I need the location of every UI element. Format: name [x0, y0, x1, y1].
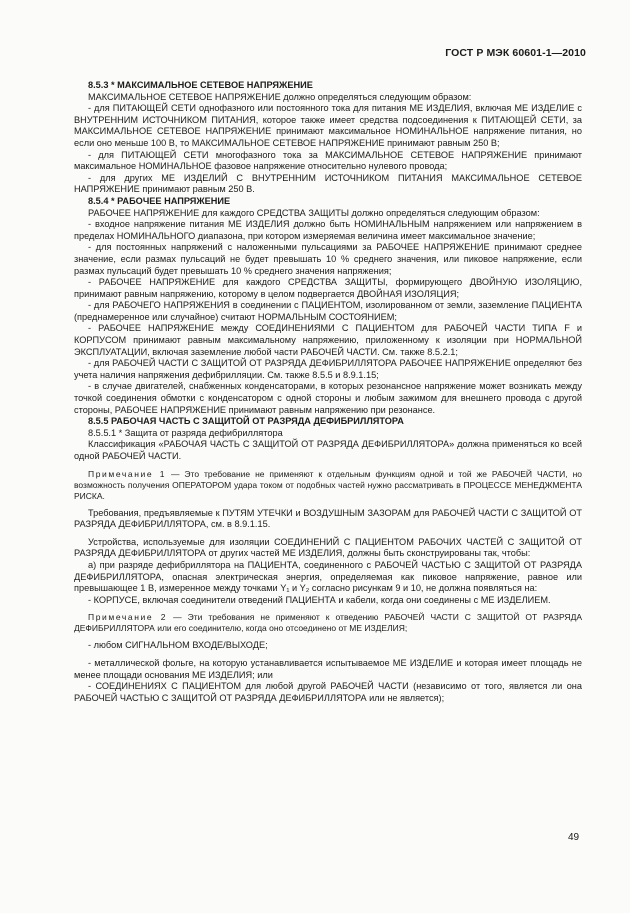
paragraph-text: 8.5.5.1 * Защита от разряда дефибриллятора [88, 427, 283, 438]
paragraph-text: - для РАБОЧЕГО НАПРЯЖЕНИЯ в соединении с ПАЦИЕНТОМ, изолированном от земли, заземление ПАЦИЕНТА (преднамеренное или случайное) считают НОРМАЛЬНЫМ СОСТОЯНИЕМ; [74, 300, 582, 322]
note-label: Примечание 2 [88, 612, 168, 623]
paragraph-text: - металлической фольге, на которую устанавливается испытываемое МЕ ИЗДЕЛИЕ и которая имеет площадь не менее площади основания МЕ ИЗДЕЛИЯ; или [74, 657, 582, 680]
paragraph-text: - КОРПУСЕ, включая соединители отведений ПАЦИЕНТА и кабели, когда они соединены с МЕ ИЗДЕЛИЕМ. [88, 594, 551, 605]
paragraph [74, 219, 582, 242]
paragraph [74, 242, 582, 277]
paragraph-text: а) при разряде дефибриллятора на ПАЦИЕНТА, соединенного с РАБОЧЕЙ ЧАСТЬЮ С ЗАЩИТОЙ ОТ РАЗРЯДА ДЕФИБРИЛЛЯТОРА, опасная электрическая энергия, определяемая как пиковое напряжение, равное или превышающее 1 В, измеренное между точками Y₁ и Y₂ согласно рисункам 9 и 10, не должна появляться на: [74, 559, 582, 594]
paragraph-text: - в случае двигателей, снабженных конденсаторами, в которых резонансное напряжение может возникать между точкой соединения обмотки с конденсатором с одной стороны и любым зажимом для внешнего провода с другой стороны, РАБОЧЕЕ НАПРЯЖЕНИЕ принимают равным напряжению при резонансе. [74, 381, 582, 415]
paragraph [74, 103, 582, 149]
paragraph-text: - любом СИГНАЛЬНОМ ВХОДЕ/ВЫХОДЕ; [88, 640, 268, 651]
paragraph [74, 681, 582, 704]
paragraph-text: 8.5.3 * МАКСИМАЛЬНОЕ СЕТЕВОЕ НАПРЯЖЕНИЕ [88, 80, 313, 90]
document-header: ГОСТ Р МЭК 60601-1—2010 [445, 47, 586, 59]
paragraph-text: 8.5.4 * РАБОЧЕЕ НАПРЯЖЕНИЕ [88, 195, 231, 206]
paragraph [74, 358, 582, 381]
note-paragraph [74, 612, 582, 634]
paragraph-text: - входное напряжение питания МЕ ИЗДЕЛИЯ должно быть НОМИНАЛЬНЫМ напряжением или напряжением в пределах НОМИНАЛЬНОГО диапазона, при котором измеряемая величина имеет максимальное значение; [74, 219, 582, 241]
section-heading [74, 416, 582, 428]
paragraph-text: - для других МЕ ИЗДЕЛИЙ С ВНУТРЕННИМ ИСТОЧНИКОМ ПИТАНИЯ МАКСИМАЛЬНОЕ СЕТЕВОЕ НАПРЯЖЕНИЕ принимают равным 250 В. [74, 172, 582, 195]
paragraph-text: - для ПИТАЮЩЕЙ СЕТИ однофазного или постоянного тока для питания МЕ ИЗДЕЛИЯ, включая МЕ ИЗДЕЛИЕ с ВНУТРЕННИМ ИСТОЧНИКОМ ПИТАНИЯ, которое также имеет средства подсоединения к ПИТАЮЩЕЙ СЕТИ, за МАКСИМАЛЬНОЕ СЕТЕВОЕ НАПРЯЖЕНИЕ принимают максимальное НОМИНАЛЬНОЕ напряжение питания, но если оно меньше 100 В, то МАКСИМАЛЬНОЕ СЕТЕВОЕ НАПРЯЖЕНИЕ принимают равным 250 В; [74, 103, 582, 148]
section-heading [74, 196, 582, 208]
paragraph-text: РАБОЧЕЕ НАПРЯЖЕНИЕ для каждого СРЕДСТВА ЗАЩИТЫ должно определяться следующим образом: [88, 207, 540, 218]
note-paragraph [74, 469, 582, 502]
paragraph-text: — Эти требования не применяют к отведению РАБОЧЕЙ ЧАСТИ С ЗАЩИТОЙ ОТ РАЗРЯДА ДЕФИБРИЛЛЯТОРА или его соединителю, когда оно отсоединено от МЕ ИЗДЕЛИЯ; [74, 612, 582, 634]
paragraph [74, 428, 582, 440]
paragraph-text: - для РАБОЧЕЙ ЧАСТИ С ЗАЩИТОЙ ОТ РАЗРЯДА ДЕФИБРИЛЛЯТОРА РАБОЧЕЕ НАПРЯЖЕНИЕ определяют без учета наличия напряжения дефибрилляции. См. также 8.5.5 и 8.9.1.15; [74, 358, 582, 380]
paragraph [74, 323, 582, 358]
section-heading [74, 80, 582, 92]
paragraph-text: - СОЕДИНЕНИЯХ С ПАЦИЕНТОМ для любой другой РАБОЧЕЙ ЧАСТИ (независимо от того, является ли она РАБОЧЕЙ ЧАСТЬЮ С ЗАЩИТОЙ ОТ РАЗРЯДА ДЕФИБРИЛЛЯТОРА или не является); [74, 681, 582, 703]
page-body [74, 80, 582, 704]
paragraph-text: - для постоянных напряжений с наложенными пульсациями за РАБОЧЕЕ НАПРЯЖЕНИЕ принимают среднее значение, если размах пульсаций не будет превышать 10 % среднего значения, или пиковое напряжение, если размах пульсаций будет превышать 10 % среднего значения напряжения; [74, 242, 582, 276]
paragraph-text: — Это требование не применяют к отдельным функциям одной и той же РАБОЧЕЙ ЧАСТИ, но возможность получения ОПЕРАТОРОМ удара током от подобных частей нужно рассматривать в ПРОЦЕССЕ МЕНЕДЖМЕНТА РИСКА. [74, 468, 582, 501]
page-number: 49 [568, 832, 580, 843]
paragraph [74, 92, 582, 104]
paragraph [74, 560, 582, 595]
paragraph [74, 439, 582, 462]
paragraph-text: - для ПИТАЮЩЕЙ СЕТИ многофазного тока за МАКСИМАЛЬНОЕ СЕТЕВОЕ НАПРЯЖЕНИЕ принимают максимальное НОМИНАЛЬНОЕ фазовое напряжение относительно нулевого провода; [74, 149, 582, 172]
paragraph [74, 208, 582, 220]
note-label: Примечание 1 [88, 468, 167, 479]
paragraph-text: 8.5.5 РАБОЧАЯ ЧАСТЬ С ЗАЩИТОЙ ОТ РАЗРЯДА ДЕФИБРИЛЛЯТОРА [88, 416, 404, 427]
paragraph [74, 150, 582, 173]
paragraph [74, 595, 582, 607]
paragraph [74, 381, 582, 416]
paragraph-text: Требования, предъявляемые к ПУТЯМ УТЕЧКИ и ВОЗДУШНЫМ ЗАЗОРАМ для РАБОЧЕЙ ЧАСТИ С ЗАЩИТОЙ ОТ РАЗРЯДА ДЕФИБРИЛЛЯТОРА, см. в 8.9.1.15. [74, 507, 582, 530]
paragraph [74, 277, 582, 300]
paragraph-text: Устройства, используемые для изоляции СОЕДИНЕНИЙ С ПАЦИЕНТОМ РАБОЧИХ ЧАСТЕЙ С ЗАЩИТОЙ ОТ РАЗРЯДА ДЕФИБРИЛЛЯТОРА от других частей МЕ ИЗДЕЛИЯ, должны быть сконструированы так, чтобы: [74, 536, 582, 559]
paragraph [74, 300, 582, 323]
paragraph-text: Классификация «РАБОЧАЯ ЧАСТЬ С ЗАЩИТОЙ ОТ РАЗРЯДА ДЕФИБРИЛЛЯТОРА» должна применяться ко всей одной РАБОЧЕЙ ЧАСТИ. [74, 439, 582, 461]
paragraph-text: - РАБОЧЕЕ НАПРЯЖЕНИЕ между СОЕДИНЕНИЯМИ С ПАЦИЕНТОМ для РАБОЧЕЙ ЧАСТИ ТИПА F и КОРПУСОМ принимают равным максимальному напряжению, приложенному к изоляции при НОРМАЛЬНОЙ ЭКСПЛУАТАЦИИ, включая заземление любой части РАБОЧЕЙ ЧАСТИ. См. также 8.5.2.1; [74, 323, 582, 357]
paragraph [74, 658, 582, 681]
paragraph [74, 537, 582, 560]
paragraph [74, 640, 582, 652]
paragraph-text: МАКСИМАЛЬНОЕ СЕТЕВОЕ НАПРЯЖЕНИЕ должно определяться следующим образом: [88, 91, 472, 102]
paragraph [74, 508, 582, 531]
paragraph [74, 173, 582, 196]
paragraph-text: - РАБОЧЕЕ НАПРЯЖЕНИЕ для каждого СРЕДСТВА ЗАЩИТЫ, формирующего ДВОЙНУЮ ИЗОЛЯЦИЮ, принимают равным напряжению, которому в целом подвергается ДВОЙНАЯ ИЗОЛЯЦИЯ; [74, 277, 582, 299]
